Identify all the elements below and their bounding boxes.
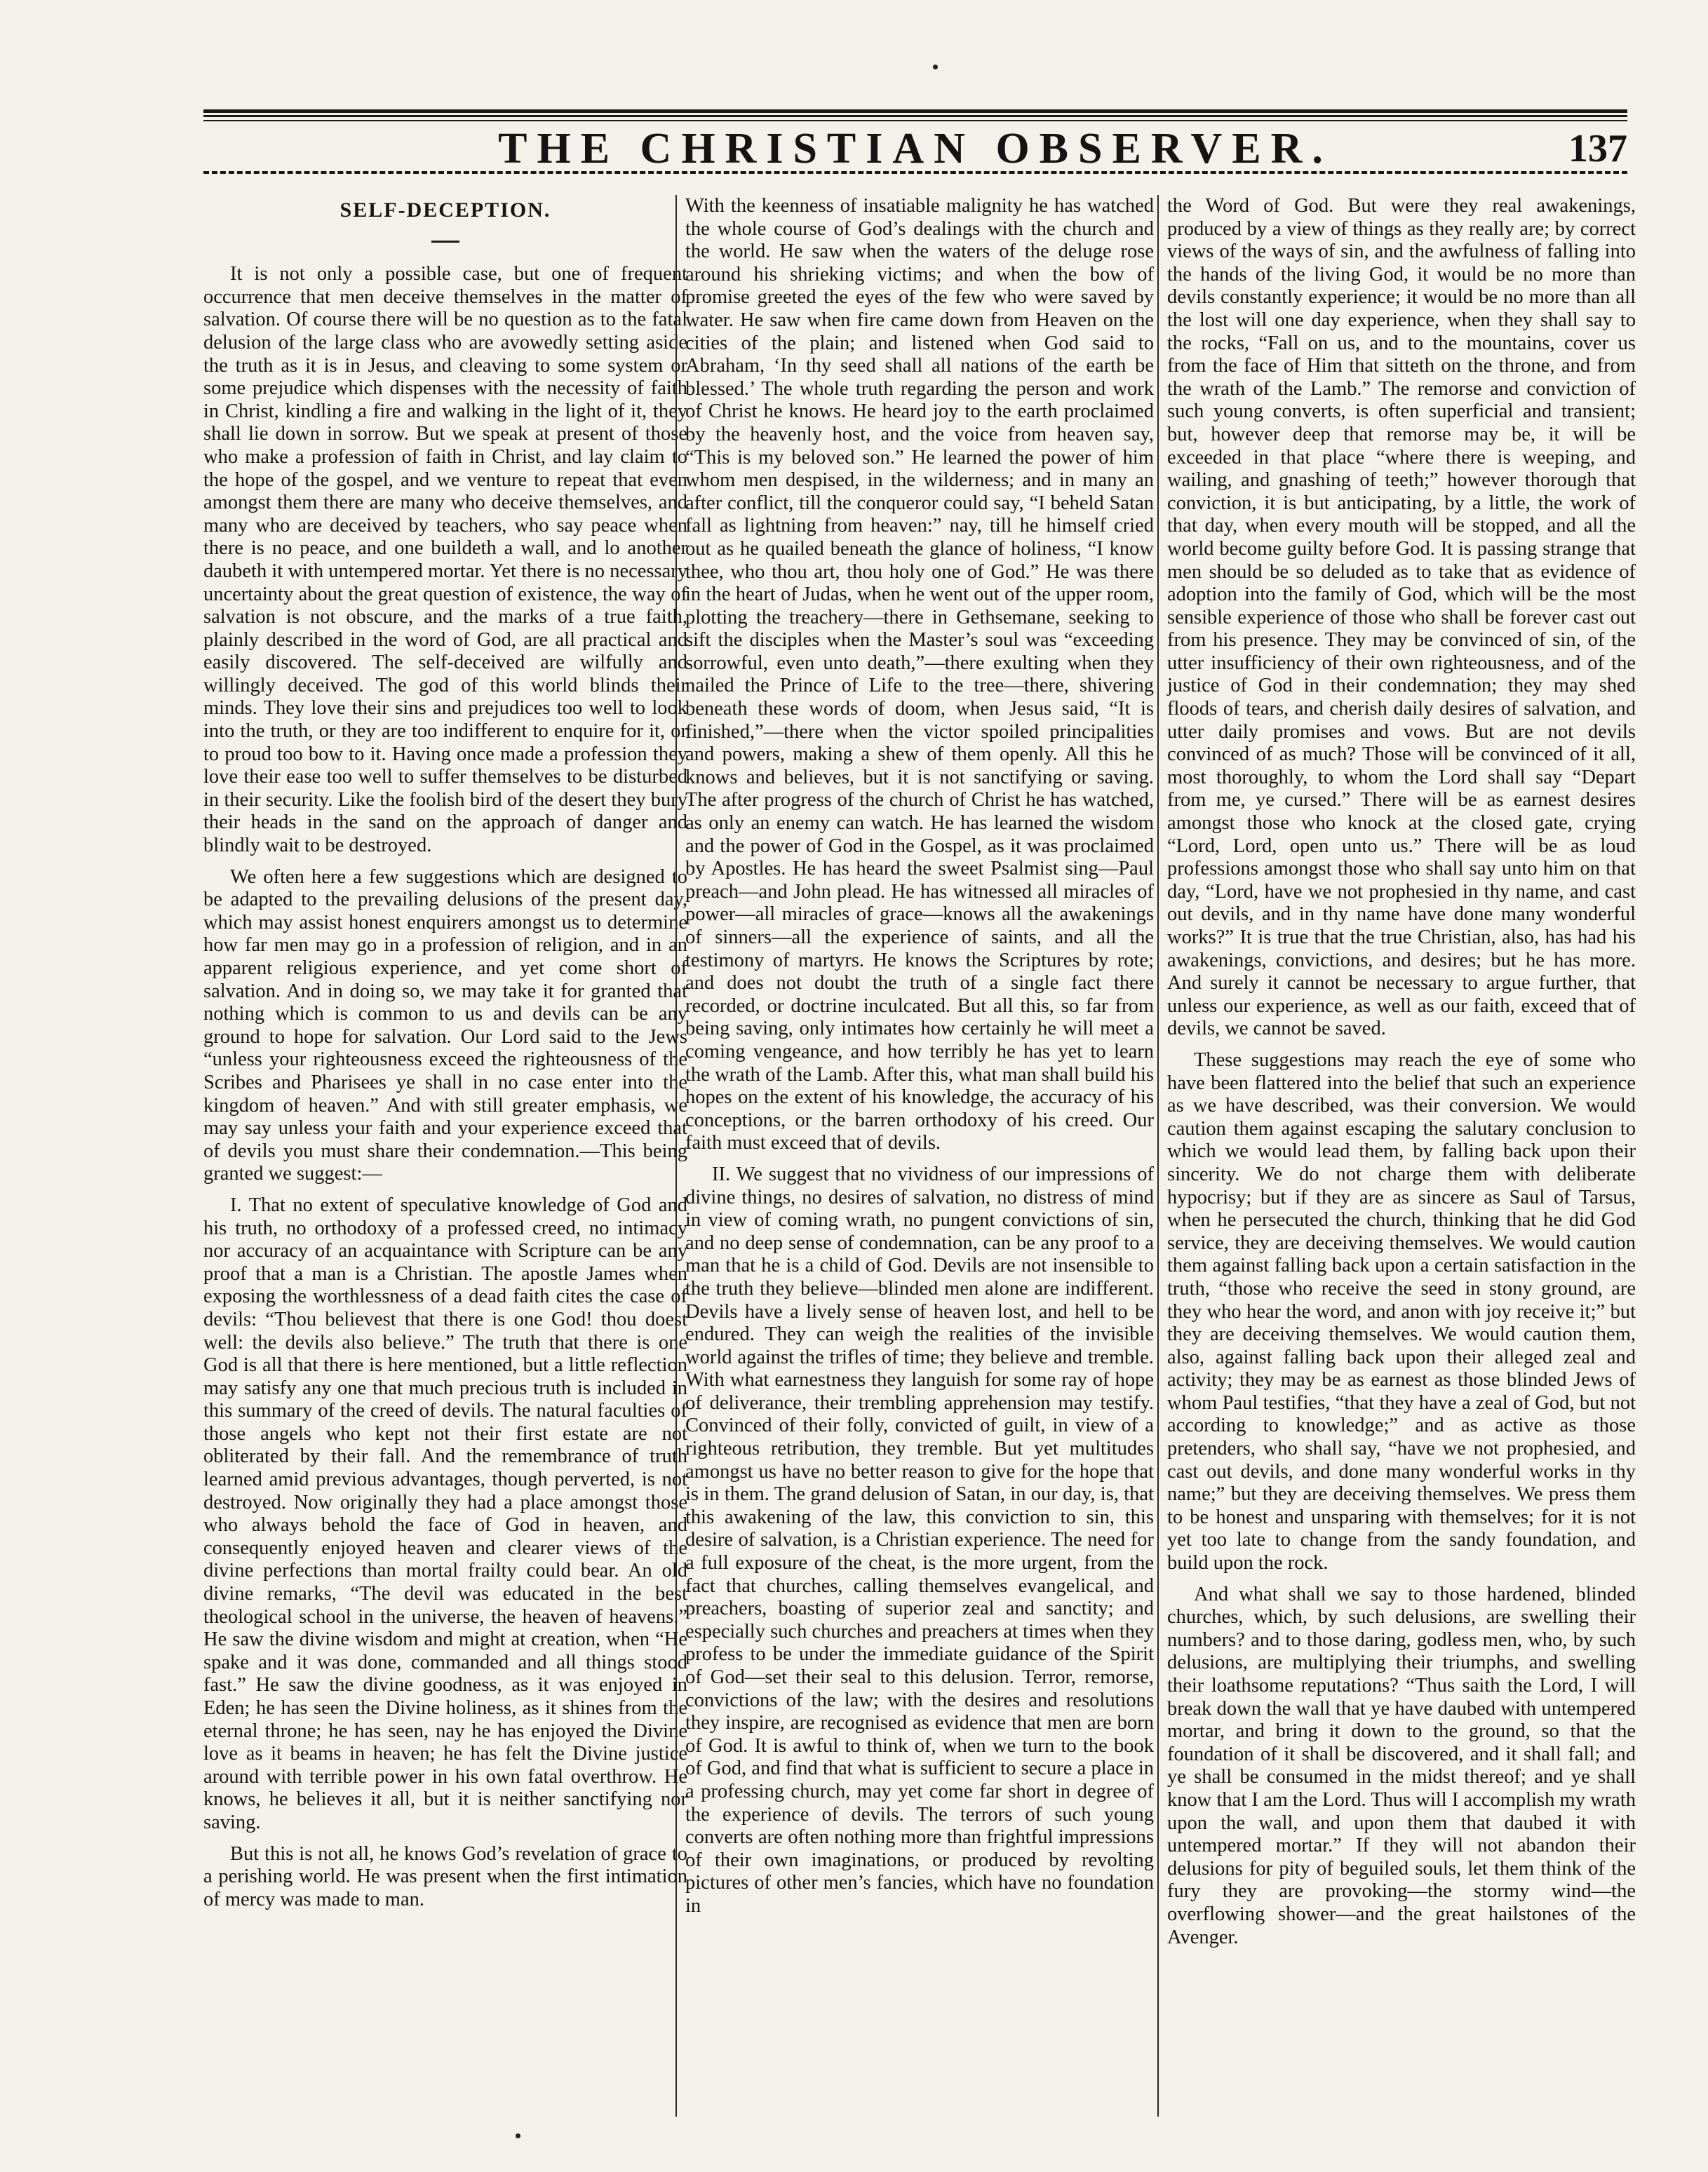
article-heading: SELF-DECEPTION. xyxy=(339,198,551,222)
page-speck xyxy=(933,65,938,69)
paragraph: I. That no extent of speculative knowledge of God and his truth, no orthodoxy of a professed creed, no intimacy nor accuracy of an acquaintance with Scripture can be any proof that a man is a Christian. The apostle James when exposing the worthlessness of a dead faith cites the case of devils: “Thou believest that there is one God! thou doest well: the devils also believe.” The truth that there is one God is all that there is here mentioned, but a little reflection may satisfy any one that much precious truth is included in this summary of the creed of devils. The natural faculties of those angels who kept not their first estate are not obliterated by their fall. And the remembrance of truth learned amid previous advantages, though perverted, is not destroyed. Now originally they had a place amongst those who always behold the face of God in heaven, and consequently enjoyed heaven and clearer views of the divine perfections than mortal frailty could bear. An old divine remarks, “The devil was educated in the best theological school in the universe, the heaven of heavens.” He saw the divine wisdom and might at creation, when “He spake and it was done, commanded and all things stood fast.” He saw the divine goodness, as it was enjoyed in Eden; he has seen the Divine holiness, as it shines from the eternal throne; he has seen, nay he has enjoyed the Divine love as it beams in heaven; he has felt the Divine justice around with terrible power in his own fatal overthrow. He knows, he believes it all, but it is neither sanctifying nor saving. xyxy=(203,1194,687,1833)
paragraph: We often here a few suggestions which are designed to be adapted to the prevailing delusions of the present day, which may assist honest enquirers amongst us to determine how far men may go in a profession of religion, and in an apparent religious experience, and yet come short of salvation. And in doing so, we may take it for granted that nothing which is common to us and devils can be any ground to hope for salvation. Our Lord said to the Jews “unless your righteousness exceed the righteousness of the Scribes and Pharisees ye shall in no case enter into the kingdom of heaven.” And with still greater emphasis, we may say unless your faith and your experience exceed that of devils you must share their condemnation.—This being granted we suggest:— xyxy=(203,865,687,1185)
publication-title: THE CHRISTIAN OBSERVER. xyxy=(498,125,1333,173)
paragraph: It is not only a possible case, but one of frequent occurrence that men deceive themselves in the matter of salvation. Of course there will be no question as to the fatal delusion of the large class who are avowedly setting aside the truth as it is in Jesus, and cleaving to some system or some prejudice which dispenses with the necessity of faith in Christ, kindling a fire and walking in the light of it, they shall lie down in sorrow. But we speak at present of those who make a profession of faith in Christ, and lay claim to the hope of the gospel, and we venture to repeat that even amongst them there are many who deceive themselves, and many who are deceived by teachers, who say peace when there is no peace, and one buildeth a wall, and lo another daubeth it with untempered mortar. Yet there is no necessary uncertainty about the great question of existence, the way of salvation is not obscure, and the marks of a true faith, plainly described in the word of God, are all practical and easily discovered. The self-deceived are wilfully and willingly deceived. The god of this world blinds their minds. They love their sins and prejudices too well to look into the truth, or they are too indifferent to enquire for it, or to proud too bow to it. Having once made a profession they love their ease too well to suffer themselves to be disturbed in their security. Like the foolish bird of the desert they bury their heads in the sand on the approach of danger and blindly wait to be destroyed. xyxy=(203,263,687,857)
paragraph: II. We suggest that no vividness of our impressions of divine things, no desires of salvation, no distress of mind in view of coming wrath, no pungent convictions of sin, and no deep sense of condemnation, can be any proof to a man that he is a child of God. Devils are not insensible to the truth they believe—blinded men alone are indifferent. Devils have a lively sense of heaven lost, and hell to be endured. They can weigh the realities of the invisible world against the trifles of time; they believe and tremble. With what earnestness they languish for some ray of hope of deliverance, their trembling apprehension may testify. Convinced of their folly, convicted of guilt, in view of a righteous retribution, they tremble. But yet multitudes amongst us have no better reason to give for the hope that is in them. The grand delusion of Satan, in our day, is, that this awakening of the law, this conviction to sin, this desire of salvation, is a Christian experience. The need for a full exposure of the cheat, is the more urgent, from the fact that churches, calling themselves evangelical, and preachers, boasting of superior zeal and sanctity; and especially such churches and preachers at times when they profess to be under the immediate guidance of the Spirit of God—set their seal to this delusion. Terror, remorse, convictions of the law; with the desires and resolutions they inspire, are recognised as evidence that men are born of God. It is awful to think of, when we turn to the book of God, and find that what is sufficient to secure a place in a professing church, may yet come far short in degree of the experience of devils. The terrors of such young converts are often nothing more than frightful impressions of their own imaginations, or produced by revolting pictures of other men’s fancies, which have no foundation in xyxy=(685,1163,1154,1917)
page-number: 137 xyxy=(1568,127,1627,170)
heading-dash xyxy=(203,229,687,252)
top-rule xyxy=(203,115,1627,117)
top-rule xyxy=(203,120,1627,121)
paragraph: These suggestions may reach the eye of some who have been flattered into the belief that such an experience as we have described, was their conversion. We would caution them against escaping the salutary conclusion to which we would lead them, by falling back upon their sincerity. We do not charge them with deliberate hypocrisy; but if they are as sincere as Saul of Tarsus, when he persecuted the church, thinking that he did God service, they are deceiving themselves. We would caution them against falling back upon a certain satisfaction in the truth, “those who receive the seed in stony ground, are they who hear the word, and anon with joy receive it;” but they are deceiving themselves. We would caution them, also, against falling back upon their alleged zeal and activity; they may be as earnest as those blinded Jews of whom Paul testifies, “that they have a zeal of God, but not according to knowledge;” and as active as those pretenders, who shall say, “have we not prophesied, and cast out devils, and done many wonderful works in thy name;” but they are deceiving themselves. We press them to be honest and unsparing with themselves; for it is not yet too late to change from the sandy foundation, and build upon the rock. xyxy=(1167,1048,1636,1574)
paragraph: But this is not all, he knows God’s revelation of grace to a perishing world. He was present when the first intimation of mercy was made to man. xyxy=(203,1842,687,1910)
top-rule xyxy=(203,109,1627,113)
column-1 xyxy=(203,195,687,2117)
column-3 xyxy=(1157,195,1636,2117)
column-2 xyxy=(675,195,1154,2117)
paragraph: With the keenness of insatiable malignity he has watched the whole course of God’s dealings with the church and the world. He saw when the waters of the deluge rose around his shrieking victims; and when the bow of promise greeted the eyes of the few who were saved by water. He saw when fire came down from Heaven on the cities of the plain; and listened when God said to Abraham, ‘In thy seed shall all nations of the earth be blessed.’ The whole truth regarding the person and work of Christ he knows. He heard joy to the earth proclaimed by the heavenly host, and the voice from heaven say, “This is my beloved son.” He learned the power of him whom men despised, in the wilderness; and in many an after conflict, till the conqueror could say, “I beheld Satan fall as lightning from heaven:” nay, till he himself cried out as he quailed beneath the glance of holiness, “I know thee, who thou art, thou holy one of God.” He was there in the heart of Judas, when he went out of the upper room, plotting the treachery—there in Gethsemane, seeking to sift the disciples when the Master’s soul was “exceeding sorrowful, even unto death,”—there exulting when they nailed the Prince of Life to the tree—there, shivering beneath these words of doom, when Jesus said, “It is finished,”—there when the victor spoiled principalities and powers, making a shew of them openly. All this he knows and believes, but it is not sanctifying or saving. The after progress of the church of Christ he has watched, as only an enemy can watch. He has learned the wisdom and the power of God in the Gospel, as it was proclaimed by Apostles. He has heard the sweet Psalmist sing—Paul preach—and John plead. He has witnessed all miracles of power—all miracles of grace—knows all the awakenings of sinners—all the experience of saints, and all the testimony of martyrs. He knows the Scriptures by rote; and does not doubt the truth of a single fact there recorded, or doctrine inculcated. But all this, so far from being saving, only intimates how certainly he will meet a coming vengeance, and how terribly he has yet to learn the wrath of the Lamb. After this, what man shall build his hopes on the extent of his knowledge, the accuracy of his conceptions, or the barren orthodoxy of his creed. Our faith must exceed that of devils. xyxy=(685,195,1154,1154)
paragraph: And what shall we say to those hardened, blinded churches, which, by such delusions, are swelling their numbers? and to those daring, godless men, who, by such delusions, are multiplying their triumphs, and swelling their loathsome reputations? “Thus saith the Lord, I will break down the wall that ye have daubed with untempered mortar, and bring it down to the ground, so that the foundation of it shall be discovered, and it shall fall; and ye shall be consumed in the midst thereof; and ye shall know that I am the Lord. Thus will I accomplish my wrath upon the wall, and upon them that daubed it with untempered mortar.” If they will not abandon their delusions for pity of beguiled souls, let them think of the fury they are provoking—the stormy wind—the overflowing shower—and the great hailstones of the Avenger. xyxy=(1167,1583,1636,1948)
masthead xyxy=(203,126,1627,171)
header-divider xyxy=(203,171,1627,180)
page-speck xyxy=(516,2133,520,2138)
paragraph: the Word of God. But were they real awakenings, produced by a view of things as they really are; by correct views of the ways of sin, and the awfulness of falling into the hands of the living God, it would be no more than devils constantly experience; it would be no more than all the lost will one day experience, when they shall say to the rocks, “Fall on us, and to the mountains, cover us from the face of Him that sitteth on the throne, and from the wrath of the Lamb.” The remorse and conviction of such young converts, is often superficial and transient; but, however deep that remorse may be, it will be exceeded in that place “where there is weeping, and wailing, and gnashing of teeth;” however thorough that conviction, it is but anticipating, by a little, the work of that day, when every mouth will be stopped, and all the world become guilty before God. It is passing strange that men should be so deluded as to take that as evidence of adoption into the family of God, which will be the most sensible experience of those who shall be forever cast out from his presence. They may be convinced of sin, of the utter insufficiency of their own righteousness, and of the justice of God in their condemnation; they may shed floods of tears, and cherish daily desires of salvation, and utter daily promises and vows. But are not devils convinced of as much? Those will be convinced of it all, most thoroughly, to whom the Lord shall say “Depart from me, ye cursed.” There will be as earnest desires amongst those who knock at the closed gate, crying “Lord, Lord, open unto us.” There will be as loud professions amongst those who shall say unto him on that day, “Lord, have we not prophesied in thy name, and cast out devils, and in thy name have done many wonderful works?” It is true that the true Christian, also, has had his awakenings, convictions, and desires; but he has more. And surely it cannot be necessary to argue further, that unless our experience, as well as our faith, exceed that of devils, we cannot be saved. xyxy=(1167,195,1636,1040)
